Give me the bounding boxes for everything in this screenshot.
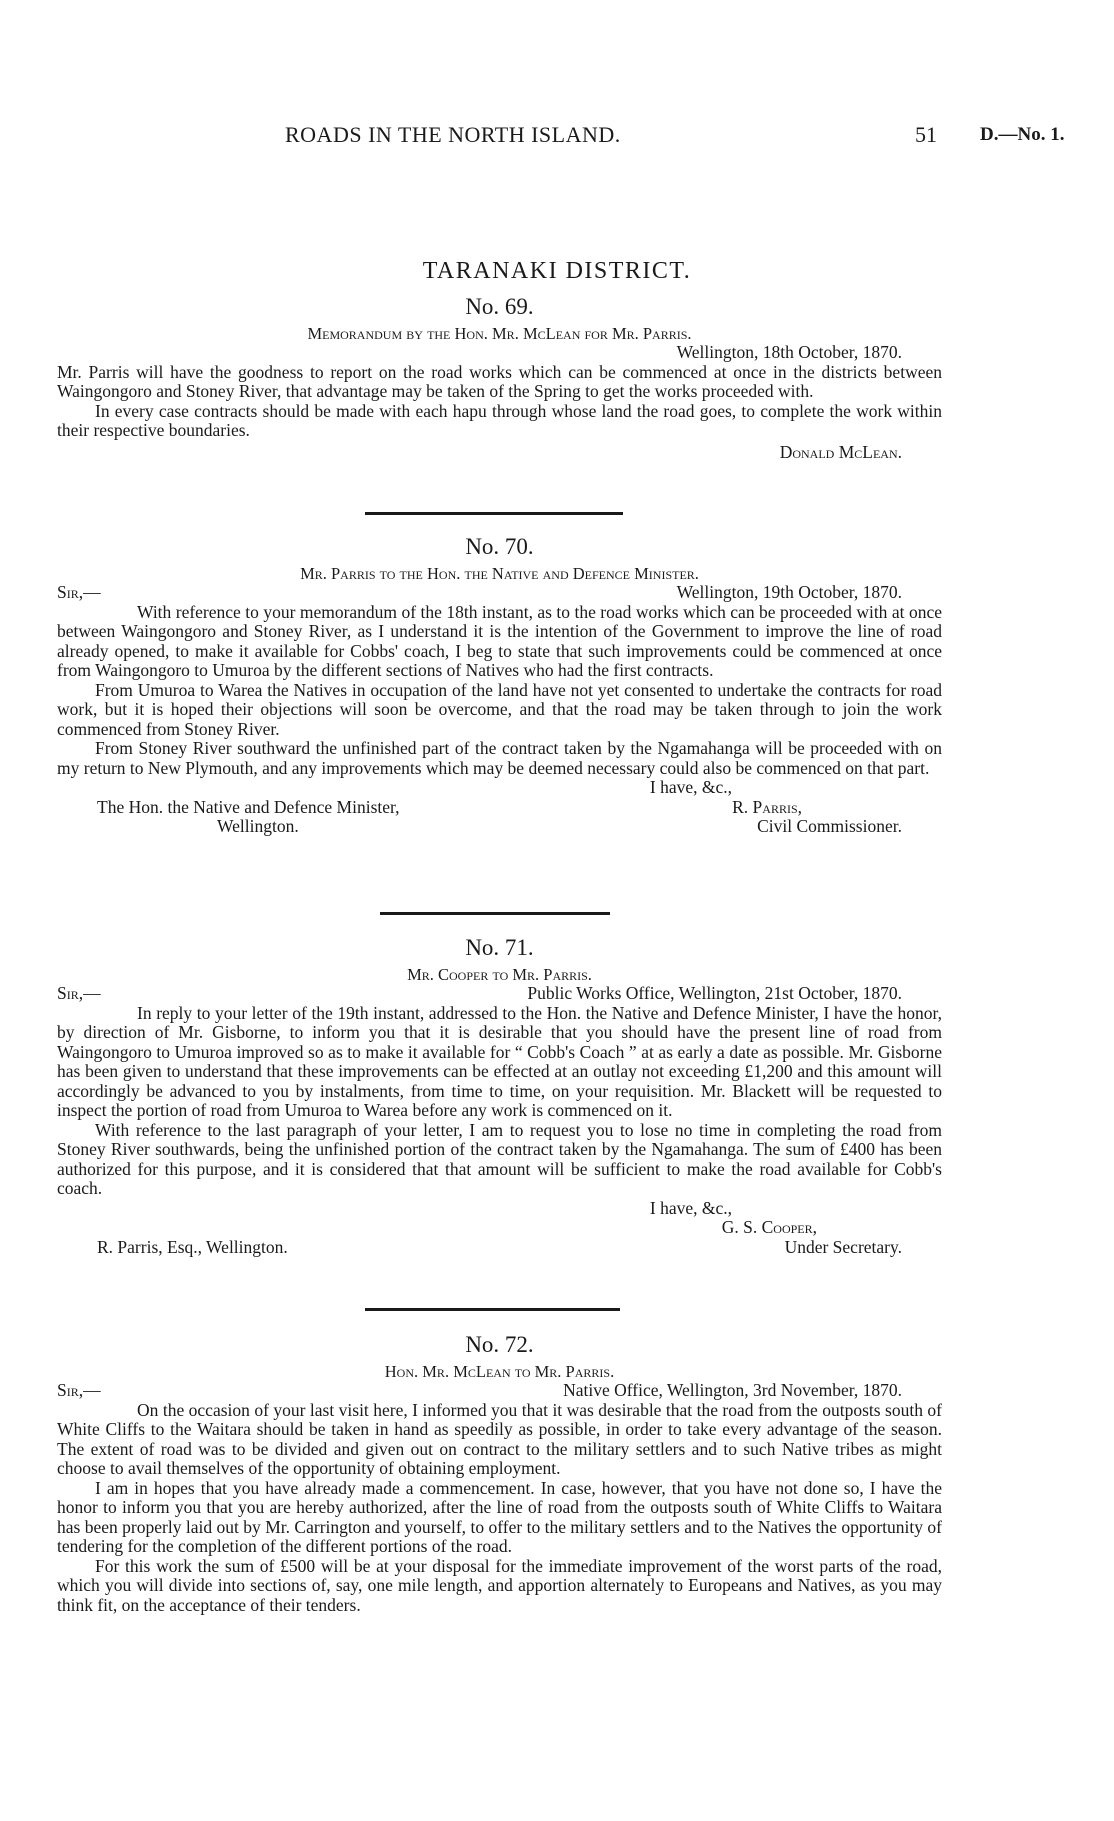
letter-paragraph: On the occasion of your last visit here, I informed you that it was desirable that the road from the outposts south of White Cliffs to the Waitara should be taken in hand as speedily as possible, in order to take every advantage of the season. The extent of road was to be divided and given out on contract to the military settlers and to such Native tribes as might choose to avail themselves of the opportunity of obtaining employment. [57,1399,942,1478]
salutation-line [57,583,942,603]
letter-number: No. 72. [465,1332,534,1357]
salutation-line [57,1381,942,1401]
letter-date: Native Office, Wellington, 3rd November, 1870. [563,1380,902,1400]
section-divider [365,512,623,515]
letter-paragraph: With reference to your memorandum of the 18th instant, as to the road works which can be proceeded with at once between Waingongoro and Stoney River, as I understand it is the intention of the Government to improve the line of road already opened, to make it available for Cobbs' coach, I beg to state that such improvements could be commenced at once from Waingongoro to Umuroa by the different sections of Natives who had the first contracts. [57,601,942,680]
signer [722,1218,902,1257]
letter-heading: Mr. Parris to the Hon. the Native and Defence Minister. [300,564,699,583]
signer [732,798,902,837]
letter-date: Public Works Office, Wellington, 21st October, 1870. [527,983,902,1003]
document-reference: D.—No. 1. [980,124,1065,145]
salutation: Sir,— [57,582,101,602]
letter-paragraph: From Umuroa to Warea the Natives in occupation of the land have not yet consented to undertake the contracts for road work, but it is hoped their objections will soon be overcome, and that the road may be taken through to join the work commenced from Stoney River. [57,679,942,739]
letter-date: Wellington, 18th October, 1870. [676,342,902,362]
closing: I have, &c., [649,1197,732,1218]
addressee-line: R. Parris, Esq., Wellington. [97,1236,288,1257]
signer-name: G. S. Cooper, [721,1217,817,1237]
section-divider [365,1308,620,1311]
addressee-line: Wellington. [217,816,299,836]
salutation-line [57,984,942,1004]
letter-heading: Mr. Cooper to Mr. Parris. [407,965,592,984]
letter-paragraph: Mr. Parris will have the goodness to report on the road works which can be commenced at once in the districts between Waingongoro and Stoney River, that advantage may be taken of the Spring to get the works proceeded with. [57,361,942,401]
letter-paragraph: In every case contracts should be made with each hapu through whose land the road goes, to complete the work within their respective boundaries. [57,400,942,440]
letter-heading: Memorandum by the Hon. Mr. McLean for Mr. Parris. [307,324,692,343]
signer-title: Under Secretary. [784,1236,902,1257]
letter-72 [57,1330,942,1615]
addressee [97,1238,288,1258]
running-head-title: ROADS IN THE NORTH ISLAND. [285,122,621,147]
closing-block [57,1218,942,1257]
letter-number: No. 71. [465,935,534,960]
letter-number: No. 70. [465,534,534,559]
addressee [97,798,400,837]
letter-paragraph: I am in hopes that you have already made a commencement. In case, however, that you have not done so, I have the honor to inform you that you are hereby authorized, after the line of road from the outposts south of White Cliffs to Waitara has been properly laid out by Mr. Carrington and yourself, to offer to the military settlers and to the Natives the opportunity of tendering for the completion of the different portions of the road. [57,1477,942,1556]
letter-69 [57,292,942,462]
letter-paragraph: From Stoney River southward the unfinished part of the contract taken by the Ngamahanga will be proceeded with on my return to New Plymouth, and any improvements which may be deemed necessary could also be commenced on that part. [57,738,942,778]
district-title: TARANAKI DISTRICT. [422,258,692,284]
letter-70 [57,532,942,837]
signer-name: R. Parris, [732,796,802,817]
letter-number: No. 69. [465,294,534,319]
letter-paragraph: For this work the sum of £500 will be at your disposal for the immediate improvement of the worst parts of the road, which you will divide into sections of, say, one mile length, and apportion alternately to Europeans and Natives, as you may think fit, on the acceptance of their tenders. [57,1555,942,1615]
letter-paragraph: In reply to your letter of the 19th instant, addressed to the Hon. the Native and Defence Minister, I have the honor, by direction of Mr. Gisborne, to inform you that it is desirable that you should have the present line of road from Waingongoro to Umuroa improved so as to make it available for “ Cobb's Coach ” at as early a date as possible. Mr. Gisborne has been given to understand that these improvements can be effected at an outlay not exceeding £1,200 and this amount will accordingly be advanced to you by instalments, from time to time, on your requisition. Mr. Blackett will be requested to inspect the portion of road from Umuroa to Warea before any work is commenced on it. [57,1002,942,1120]
letter-date: Wellington, 19th October, 1870. [676,582,902,602]
salutation: Sir,— [57,1380,101,1400]
closing-block [57,798,942,837]
letter-71 [57,933,942,1257]
section-divider [380,912,610,915]
closing: I have, &c., [649,777,732,797]
salutation: Sir,— [57,983,101,1003]
letter-paragraph: With reference to the last paragraph of your letter, I am to request you to lose no time in completing the road from Stoney River southwards, being the unfinished portion of the contract taken by the Ngamahanga. The sum of £400 has been authorized for this purpose, and it is considered that that amount will be sufficient to make the road available for Cobb's coach. [57,1119,942,1198]
page-number: 51 [915,122,937,147]
signer-title: Civil Commissioner. [757,816,902,836]
addressee-line: The Hon. the Native and Defence Minister, [97,796,400,817]
letter-heading: Hon. Mr. McLean to Mr. Parris. [384,1362,615,1381]
signature: Donald McLean. [779,441,902,462]
